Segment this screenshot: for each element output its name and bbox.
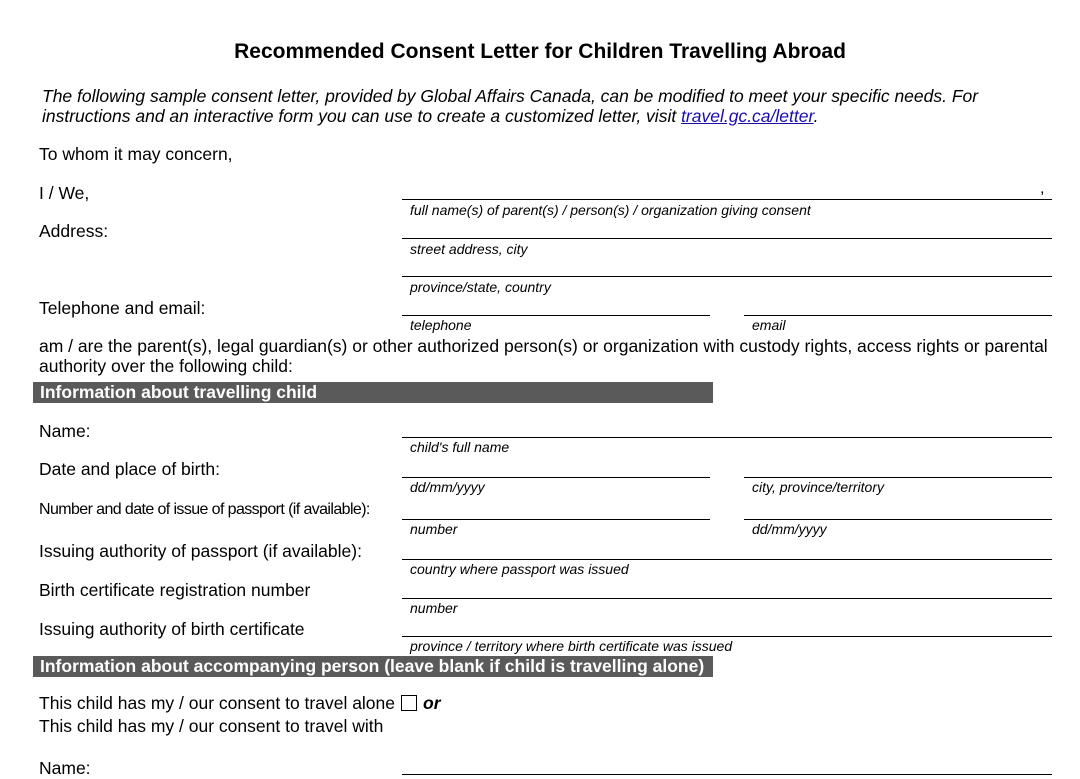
passport-number-hint: number — [410, 521, 458, 537]
birth-cert-authority-line[interactable] — [402, 636, 1052, 637]
comma-mark: , — [1040, 180, 1045, 197]
with-consent-text: This child has my / our consent to travel with — [39, 716, 384, 736]
passport-authority-label: Issuing authority of passport (if available): — [39, 541, 362, 561]
street-line[interactable] — [402, 238, 1052, 239]
greeting: To whom it may concern, — [39, 144, 233, 164]
email-line[interactable] — [744, 315, 1052, 316]
address-label: Address: — [39, 221, 109, 241]
birth-cert-authority-hint: province / territory where birth certificate was issued — [410, 638, 733, 654]
province-hint: province/state, country — [410, 279, 551, 295]
birthplace-line[interactable] — [744, 477, 1052, 478]
passport-label: Number and date of issue of passport (if available): — [39, 501, 370, 518]
passport-authority-hint: country where passport was issued — [410, 561, 629, 577]
intro-end: . — [813, 106, 819, 126]
intro-text: The following sample consent letter, provided by Global Affairs Canada, can be modified to meet your specific needs. For instructions and an interactive form you can use to create a customized letter, visit — [42, 86, 979, 126]
telephone-hint: telephone — [410, 317, 472, 333]
child-name-label: Name: — [39, 421, 91, 441]
or-text: or — [423, 693, 441, 713]
passport-authority-line[interactable] — [402, 559, 1052, 560]
child-name-line[interactable] — [402, 437, 1052, 438]
child-name-hint: child's full name — [410, 439, 510, 455]
birthplace-hint: city, province/territory — [752, 479, 884, 495]
parent-name-hint: full name(s) of parent(s) / person(s) / organization giving consent — [410, 202, 811, 218]
telephone-line[interactable] — [402, 315, 710, 316]
accompanying-section-header: Information about accompanying person (leave blank if child is travelling alone) — [33, 656, 713, 677]
birth-cert-label: Birth certificate registration number — [39, 580, 311, 600]
passport-date-line[interactable] — [744, 519, 1052, 520]
accompanying-name-line[interactable] — [402, 774, 1052, 775]
dob-hint: dd/mm/yyyy — [410, 479, 485, 495]
passport-date-hint: dd/mm/yyyy — [752, 521, 827, 537]
dob-line[interactable] — [402, 477, 710, 478]
street-hint: street address, city — [410, 241, 528, 257]
letter-link[interactable]: travel.gc.ca/letter — [681, 106, 814, 126]
i-we-label: I / We, — [39, 183, 90, 203]
contact-label: Telephone and email: — [39, 298, 206, 318]
alone-consent-checkbox[interactable] — [401, 695, 417, 711]
birth-cert-line[interactable] — [402, 598, 1052, 599]
parent-name-line[interactable] — [402, 199, 1052, 200]
dob-label: Date and place of birth: — [39, 459, 220, 479]
custody-statement: am / are the parent(s), legal guardian(s) or other authorized person(s) or organization with custody rights, access rights or parental authority over the following child: — [39, 336, 1048, 376]
passport-number-line[interactable] — [402, 519, 710, 520]
child-section-header: Information about travelling child — [33, 382, 713, 403]
alone-consent-row — [39, 693, 441, 714]
province-line[interactable] — [402, 276, 1052, 277]
document-title: Recommended Consent Letter for Children Travelling Abroad — [234, 40, 846, 63]
birth-cert-hint: number — [410, 600, 458, 616]
birth-cert-authority-label: Issuing authority of birth certificate — [39, 619, 305, 639]
alone-consent-text: This child has my / our consent to travel alone — [39, 693, 396, 713]
intro-paragraph — [42, 86, 1042, 126]
accompanying-name-label: Name: — [39, 758, 91, 778]
email-hint: email — [752, 317, 786, 333]
